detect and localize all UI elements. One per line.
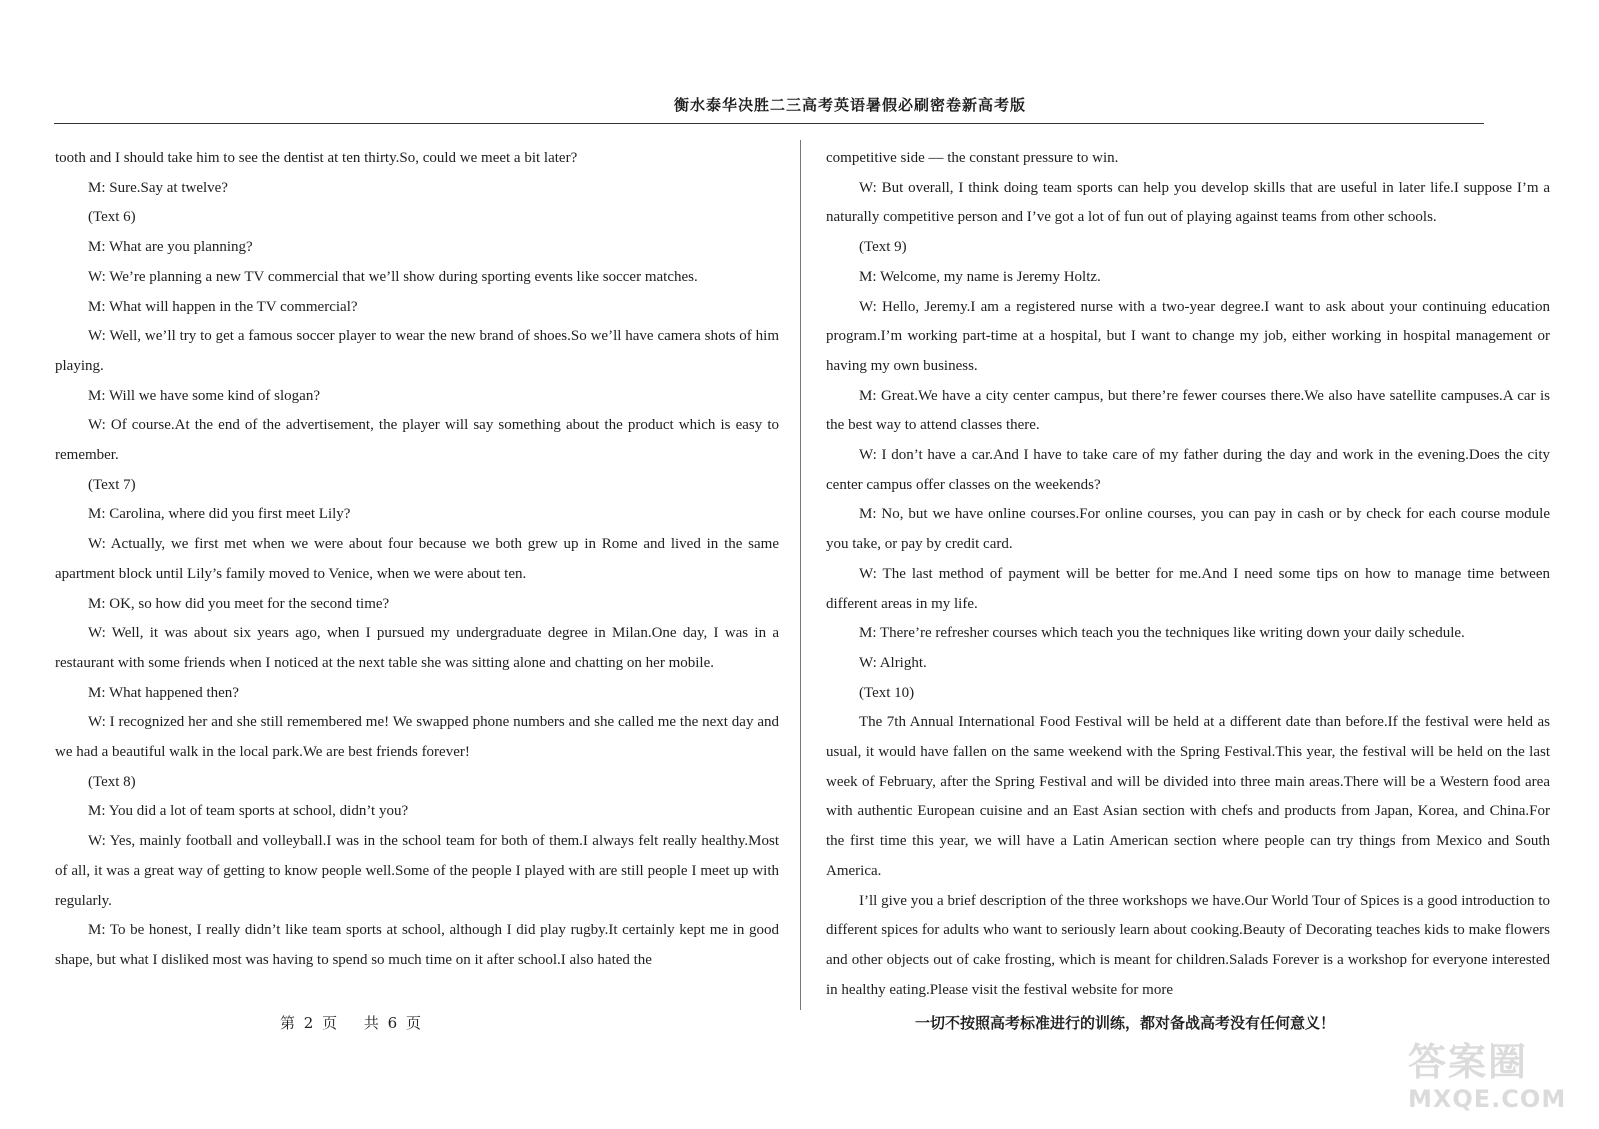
- paragraph: W: I don’t have a car.And I have to take care of my father during the day and work in the evening.Does the city center campus offer classes on the weekends?: [826, 447, 1550, 493]
- page-current-label: 第 2 页: [280, 1014, 338, 1032]
- paragraph: I’ll give you a brief description of the three workshops we have.Our World Tour of Spices is a good introduction to different spices for adults who want to seriously learn about cooking.Beauty of Decorating teaches kids to make flowers and other objects out of cake frosting, which is meant for children.Salads Forever is a workshop for everyone interested in healthy eating.Please visit the festival website for more: [826, 892, 1550, 998]
- paragraph: M: Sure.Say at twelve?: [88, 179, 228, 196]
- paragraph: W: The last method of payment will be better for me.And I need some tips on how to manage time between different areas in my life.: [826, 565, 1550, 612]
- left-text-column: [55, 144, 779, 976]
- paragraph: (Text 7): [88, 476, 136, 493]
- watermark-bottom-text: MXQE.COM: [1408, 1085, 1567, 1113]
- column-divider: [800, 140, 801, 1010]
- paragraph: M: Will we have some kind of slogan?: [88, 387, 320, 404]
- paragraph: M: Welcome, my name is Jeremy Holtz.: [859, 268, 1101, 285]
- paragraph: (Text 9): [859, 239, 907, 256]
- right-text-column: [826, 144, 1550, 1005]
- paragraph: M: You did a lot of team sports at school, didn’t you?: [88, 803, 409, 820]
- watermark-top-text: 答案圈: [1408, 1040, 1529, 1084]
- paragraph: W: We’re planning a new TV commercial that we’ll show during sporting events like soccer matches.: [88, 268, 698, 285]
- paragraph: M: There’re refresher courses which teach you the techniques like writing down your daily schedule.: [859, 625, 1465, 642]
- page-header-title: 衡水泰华决胜二三高考英语暑假必刷密卷新高考版: [673, 96, 1026, 114]
- watermark-logo: [1408, 1040, 1588, 1125]
- paragraph: M: What are you planning?: [88, 239, 253, 256]
- paragraph: M: OK, so how did you meet for the second time?: [88, 595, 390, 612]
- paragraph: competitive side — the constant pressure to win.: [826, 150, 1119, 166]
- paragraph: M: No, but we have online courses.For online courses, you can pay in cash or by check for each course module you take, or pay by credit card.: [826, 506, 1550, 553]
- page-total-label: 共 6 页: [363, 1014, 421, 1032]
- paragraph: M: What happened then?: [88, 684, 239, 701]
- paragraph: W: Hello, Jeremy.I am a registered nurse with a two-year degree.I want to ask about your continuing education program.I’m working part-time at a hospital, but I want to change my job, either working in hospital management or having my own business.: [826, 298, 1550, 374]
- paragraph: W: Of course.At the end of the advertisement, the player will say something about the product which is easy to remember.: [55, 417, 779, 464]
- paragraph: M: Great.We have a city center campus, but there’re fewer courses there.We also have satellite campuses.A car is the best way to attend classes there.: [826, 387, 1550, 434]
- paragraph: W: But overall, I think doing team sports can help you develop skills that are useful in later life.I suppose I’m a naturally competitive person and I’ve got a lot of fun out of playing against teams from other schools.: [826, 179, 1550, 226]
- paragraph: The 7th Annual International Food Festival will be held at a different date than before.If the festival were held as usual, it would have fallen on the same weekend with the Spring Festival.This year, the festival will be held on the last week of February, after the Spring Festival and will be divided into three main areas.There will be a Western food area with authentic European cuisine and an East Asian section with chefs and products from Japan, Korea, and China.For the first time this year, we will have a Latin American section where people can try things from Mexico and South America.: [826, 714, 1550, 879]
- footer-motto: 一切不按照高考标准进行的训练，都对备战高考没有任何意义！: [915, 1014, 1336, 1032]
- paragraph: M: What will happen in the TV commercial?: [88, 298, 358, 315]
- paragraph: W: I recognized her and she still remembered me! We swapped phone numbers and she called me the next day and we had a beautiful walk in the local park.We are best friends forever!: [55, 714, 779, 761]
- paragraph: W: Actually, we first met when we were about four because we both grew up in Rome and lived in the same apartment block until Lily’s family moved to Venice, when we were about ten.: [55, 536, 779, 582]
- paragraph: (Text 6): [88, 209, 136, 226]
- paragraph: tooth and I should take him to see the dentist at ten thirty.So, could we meet a bit later?: [55, 150, 578, 166]
- paragraph: W: Yes, mainly football and volleyball.I was in the school team for both of them.I always felt really healthy.Most of all, it was a great way of getting to know people well.Some of the people I played with are still people I meet up with regularly.: [55, 833, 779, 909]
- paragraph: (Text 10): [859, 684, 915, 701]
- paragraph: W: Well, it was about six years ago, when I pursued my undergraduate degree in Milan.One day, I was in a restaurant with some friends when I noticed at the next table she was sitting alone and chatting on her mobile.: [55, 625, 779, 671]
- paragraph: W: Well, we’ll try to get a famous soccer player to wear the new brand of shoes.So we’ll have camera shots of him playing.: [55, 328, 779, 374]
- paragraph: M: Carolina, where did you first meet Lily?: [88, 506, 351, 523]
- header-divider: [54, 123, 1484, 124]
- paragraph: M: To be honest, I really didn’t like team sports at school, although I did play rugby.It certainly kept me in good shape, but what I disliked most was having to spend so much time on it after school.I also hated the: [55, 922, 779, 968]
- paragraph: W: Alright.: [859, 654, 927, 671]
- paragraph: (Text 8): [88, 773, 136, 790]
- page-number: [280, 1012, 439, 1033]
